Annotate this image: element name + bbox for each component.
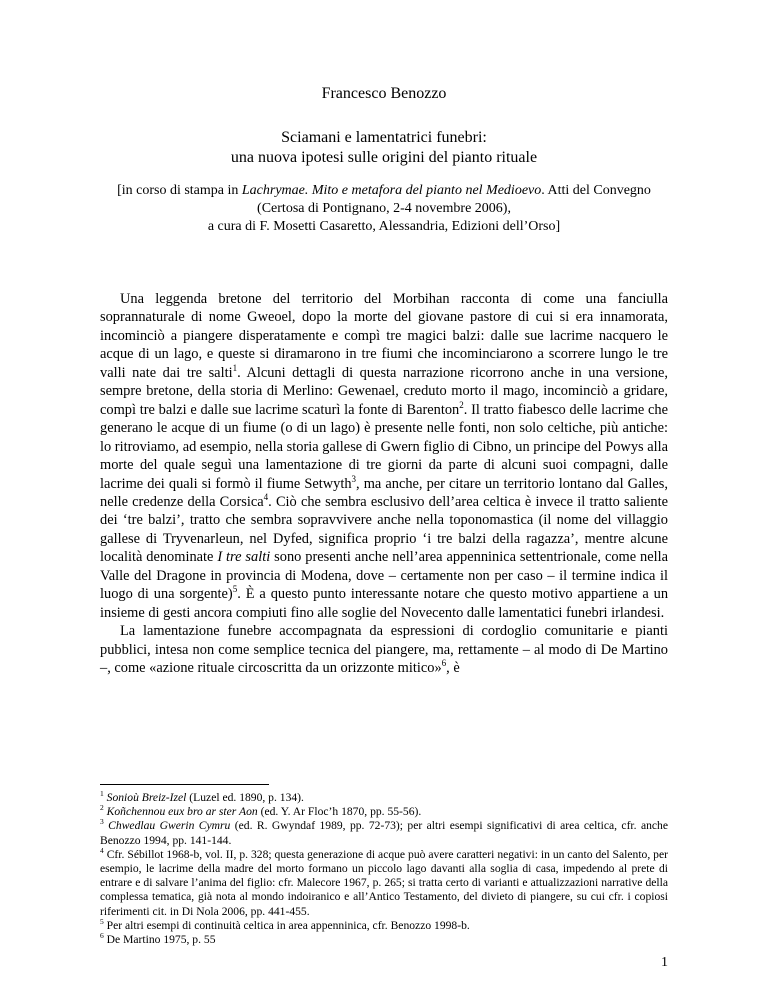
footnote-1: $^1$ Sonioù Breiz-Izel (Luzel ed. 1890, p. 134).: [100, 789, 304, 804]
footnote-ref-3: 3: [351, 473, 357, 484]
footnote-4: $^4$ Cfr. Sébillot 1968-b, vol. II, p. 328; questa generazione di acque può avere caratteri negativi: in un canto del Salento, per esempio, le lacrime della madre del morto formano un piccolo lago davanti alla soglia di casa, impedendo al prete di entrare e di salvare l’anima del figlio: cfr. Malecore 1967, p. 265; si tratta certo di varianti e attualizzazioni narrative della complessa tematica, già nota al mondo indoiranico e all’Antico Testamento, del divieto di piangere, su cui cfr. i copiosi riferimenti cit. in Di Nola 2006, pp. 441-455.: [100, 845, 668, 918]
place-name-italic: I tre salti: [217, 549, 271, 566]
footnote-ref-6: 6: [441, 658, 447, 669]
title-line-2: una nuova ipotesi sulle origini del pianto rituale: [230, 149, 538, 166]
footnote-6: $^6$ De Martino 1975, p. 55: [100, 931, 216, 947]
footnote-ref-4: 4: [263, 492, 269, 503]
paragraph-1: Una leggenda bretone del territorio del Morbihan racconta di come una fanciulla soprannaturale di nome Gweoel, dopo la morte del giovane pastore di cui si era innamorata, incominciò a piangere disperatamente e compì tre magici balzi: dalle sue lacrime nacquero le acque di un lago, e queste si diramarono in tre fiumi che incominciarono a scorrere lungo le tre valli nate dai tre salti$^1$. Alcuni dettagli di questa narrazione ricorrono anche in una versione, sempre bretone, della storia di Merlino: Gewenael, creduto morto il mago, incominciò a gridare, compì tre balzi e dalle sue lacrime scaturì la fonte di Barenton$^2$. Il tratto fiabesco delle lacrime che generano le acque di un fiume (o di un lago) è presente nelle fonti, non solo celtiche, più antiche: lo ritroviamo, ad esempio, nella storia gallese di Gwern figlio di Cibno, un principe del Powys alla morte del quale seguì una lamentazione di tre giorni da parte di alcuni suoi compagni, dalle lacrime dei quali si formò il fiume Setwyth$^3$, ma anche, per citare un territorio lontano dal Galles, nelle credenze della Corsica$^4$. Ciò che sembra esclusivo dell’area celtica è invece il tratto saliente dei ‘tre balzi’, tratto che sembra sopravvivere anche nella toponomastica (il nome del villaggio gallese di Tryvenarleun, nel Dyfed, significa proprio ‘i tre balzi della ragazza’, mentre alcune località denominate I tre salti sono presenti anche nell’area appenninica settentrionale, come nella Valle del Dragone in provincia di Modena, dove – certamente non per caso – il termine indica il luogo di una sorgente)$^5$. È a questo punto interessante notare che questo motivo appartiene a un insieme di gesti ancora compiuti fino alle soglie del Novecento dalle lamentatici funebri irlandesi.: [100, 291, 669, 621]
page-number: 1: [661, 955, 668, 970]
paper-title: [0, 128, 768, 168]
footnote-ref-5: 5: [232, 584, 238, 595]
footnote-2: $^2$ Koñchennou eux bro ar ster Aon (ed. Y. Ar Floc’h 1870, pp. 55-56).: [100, 803, 422, 819]
footnote-ref-2: 2: [459, 399, 464, 410]
proceedings-title: Lachrymae. Mito e metafora del pianto nel Medioevo: [241, 183, 542, 198]
footnotes: [100, 791, 668, 947]
title-line-1: Sciamani e lamentatrici funebri:: [281, 129, 487, 146]
paragraph-2: La lamentazione funebre accompagnata da espressioni di cordoglio comunitarie e pianti pubblici, intesa non come semplice tecnica del piangere, ma, rettamente – al modo di De Martino –, come «azione rituale circoscritta da un orizzonte mitico»$^6$, è: [100, 623, 668, 677]
body-text: [100, 290, 668, 678]
footnote-separator: [100, 784, 269, 785]
footnote-5: $^5$ Per altri esempi di continuità celtica in area appenninica, cfr. Benozzo 1998-b.: [100, 916, 470, 932]
publication-note: [in corso di stampa in Lachrymae. Mito e metafora del pianto nel Medioevo. Atti del Convegno (Certosa di Pontignano, 2-4 novembre 2006), a cura di F. Mosetti Casaretto, Alessandria, Edizioni dell’Orso]: [117, 183, 651, 234]
footnote-ref-1: 1: [232, 363, 238, 374]
footnote-3: $^3$ Chwedlau Gwerin Cymru (ed. R. Gwyndaf 1989, pp. 72-73); per altri esempi significativi di area celtica, cfr. anche Benozzo 1994, pp. 141-144.: [100, 817, 668, 847]
author-name: Francesco Benozzo: [321, 85, 447, 102]
